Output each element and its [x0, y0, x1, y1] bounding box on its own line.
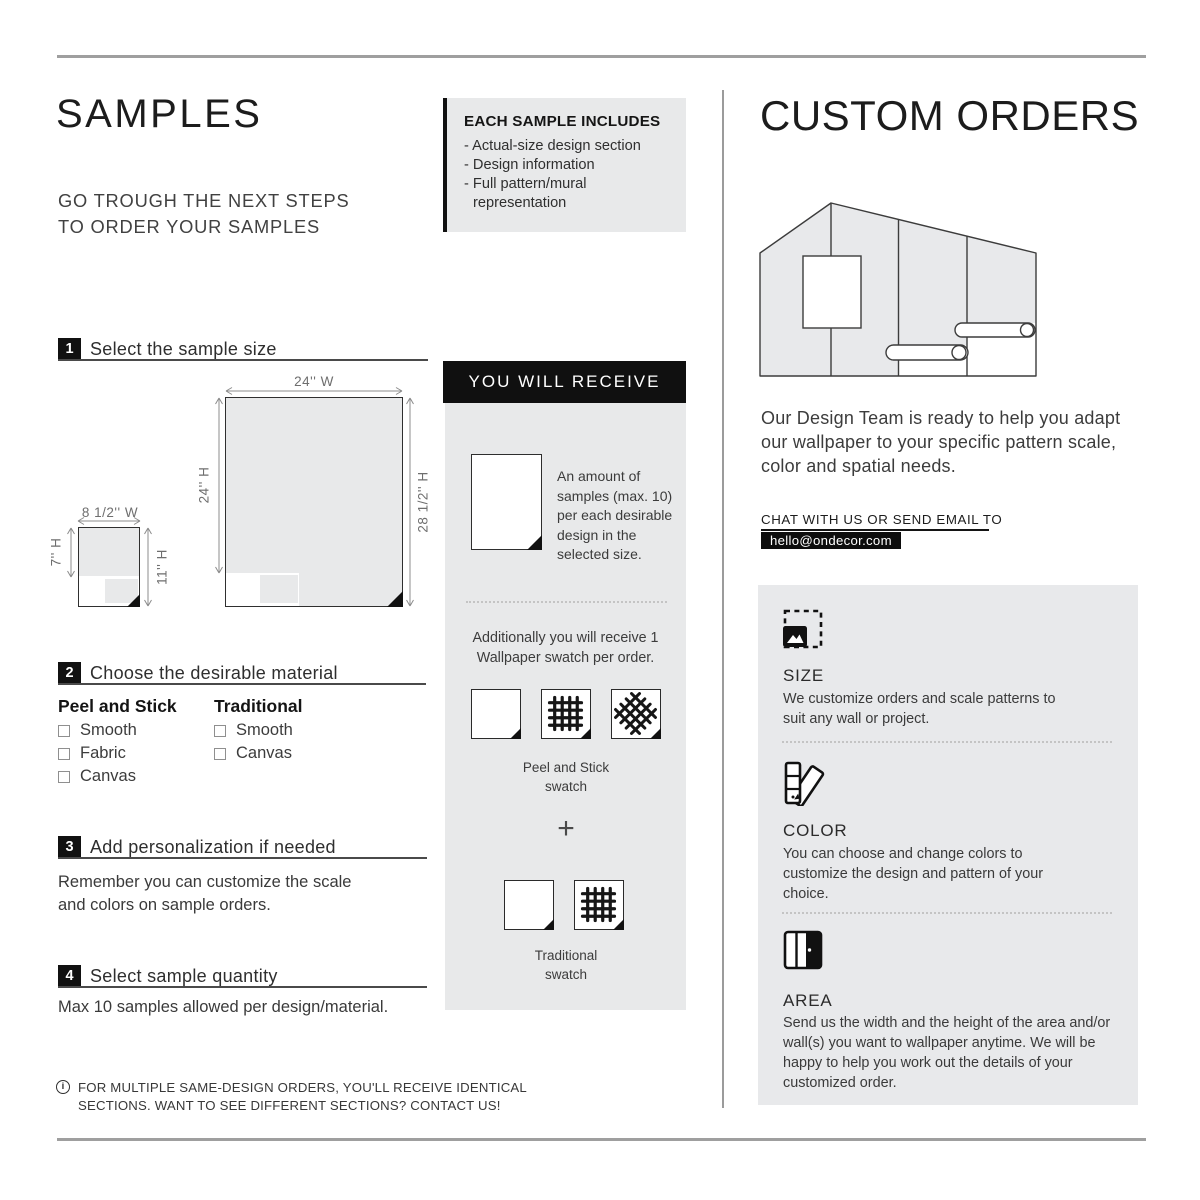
receive-additional-text: Additionally you will receive 1 Wallpaper swatch per order.: [472, 630, 659, 666]
step-2-number: 2: [58, 662, 81, 685]
material-traditional-title: Traditional: [214, 696, 303, 716]
swatch-grid: [574, 880, 624, 930]
swatch-grid: [541, 689, 591, 739]
small-sample-full-height-label: 11'' H: [154, 549, 170, 585]
checkbox-peel-fabric[interactable]: [58, 748, 70, 760]
step-1-number: 1: [58, 338, 81, 361]
step-3-number: 3: [58, 836, 81, 859]
custom-paragraph: Our Design Team is ready to help you adapt our wallpaper to your specific pattern scale, color and spatial needs.: [761, 408, 1121, 476]
dotted-divider: [782, 741, 1112, 743]
chat-label: CHAT WITH US OR SEND EMAIL TO: [761, 512, 1003, 527]
folded-corner-icon: [613, 919, 624, 930]
subtitle-line1: GO TROUGH THE NEXT STEPS: [58, 190, 350, 211]
small-sample-width-label: 8 1/2'' W: [81, 505, 139, 520]
info-icon: i: [56, 1080, 70, 1094]
checkbox-label: Canvas: [236, 744, 292, 762]
folded-corner-icon: [510, 728, 521, 739]
samples-subtitle: [58, 188, 349, 240]
folded-corner-icon: [543, 919, 554, 930]
includes-title: EACH SAMPLE INCLUDES: [464, 113, 661, 130]
traditional-swatch-caption: Traditional swatch: [534, 948, 598, 982]
receive-samples-text: An amount of samples (max. 10) per each desirable design in the selected size.: [557, 468, 673, 563]
step-4-underline: [58, 986, 427, 988]
swatch-crosshatch: [611, 689, 661, 739]
step-3-title: Add personalization if needed: [90, 837, 336, 857]
peel-swatch-caption: Peel and Stick swatch: [522, 760, 610, 794]
step-4-note: Max 10 samples allowed per design/material.: [58, 998, 389, 1016]
material-option-row: [58, 744, 126, 763]
color-section-desc: You can choose and change colors to customize the design and pattern of your choice.: [783, 846, 1043, 902]
small-sample-rect: [78, 527, 140, 607]
samples-title: SAMPLES: [56, 92, 263, 136]
includes-item: - Full pattern/mural representation: [464, 176, 587, 212]
step-3-underline: [58, 857, 427, 859]
includes-box: [443, 98, 686, 232]
checkbox-label: Smooth: [236, 721, 293, 739]
area-section-title: AREA: [783, 991, 833, 1010]
area-section-desc: Send us the width and the height of the area and/or wall(s) you want to wallpaper anytime. We will be happy to help you work out the details of your customized order.: [783, 1015, 1111, 1091]
receive-header: YOU WILL RECEIVE: [443, 361, 686, 403]
footnote-line1: FOR MULTIPLE SAME-DESIGN ORDERS, YOU'LL RECEIVE IDENTICAL: [78, 1080, 527, 1095]
email-badge-wrap: [761, 532, 901, 550]
size-section-desc: We customize orders and scale patterns to suit any wall or project.: [783, 691, 1056, 727]
checkbox-peel-canvas[interactable]: [58, 771, 70, 783]
size-icon: [783, 609, 823, 649]
includes-item: - Design information: [464, 157, 595, 174]
step-4-title: Select sample quantity: [90, 966, 278, 986]
top-rule: [57, 55, 1146, 58]
subtitle-line2: TO ORDER YOUR SAMPLES: [58, 215, 320, 237]
large-sample-design-height-label: 24'' H: [196, 466, 212, 504]
custom-orders-title: CUSTOM ORDERS: [760, 92, 1140, 139]
column-divider: [722, 90, 724, 1108]
checkbox-label: Smooth: [80, 721, 137, 739]
sample-page-icon: [471, 454, 542, 550]
material-option-row: [58, 721, 137, 740]
color-section-title: COLOR: [783, 821, 848, 840]
material-option-row: [58, 767, 136, 786]
step-1-underline: [58, 359, 428, 361]
checkbox-traditional-canvas[interactable]: [214, 748, 226, 760]
chat-underline: [761, 529, 989, 531]
plus-sign: +: [557, 812, 575, 845]
large-sample-pattern-chip: [260, 575, 298, 603]
checkbox-peel-smooth[interactable]: [58, 725, 70, 737]
large-sample-full-height-label: 28 1/2'' H: [415, 471, 431, 533]
color-icon: [783, 760, 827, 806]
footnote: [56, 1079, 536, 1116]
folded-corner-icon: [527, 535, 542, 550]
email-badge[interactable]: hello@ondecor.com: [761, 532, 901, 549]
footnote-line2: SECTIONS. WANT TO SEE DIFFERENT SECTIONS? CONTACT US!: [78, 1098, 501, 1114]
small-sample-design-height-label: 7'' H: [48, 537, 64, 567]
folded-corner-icon: [580, 728, 591, 739]
folded-corner-icon: [127, 594, 140, 607]
checkbox-label: Fabric: [80, 744, 126, 762]
size-section-title: SIZE: [783, 666, 824, 685]
footnote-text: [78, 1079, 527, 1116]
checkbox-traditional-smooth[interactable]: [214, 725, 226, 737]
folded-corner-icon: [387, 591, 403, 607]
area-icon: [783, 930, 823, 970]
material-option-row: [214, 721, 293, 740]
swatch-blank: [504, 880, 554, 930]
material-peel-title: Peel and Stick: [58, 696, 177, 716]
checkbox-label: Canvas: [80, 767, 136, 785]
dotted-divider: [782, 912, 1112, 914]
step-2-underline: [58, 683, 426, 685]
wallpaper-wall-illustration: [753, 193, 1045, 385]
large-sample-rect: [225, 397, 403, 607]
step-1-title: Select the sample size: [90, 339, 277, 359]
step-4-number: 4: [58, 965, 81, 988]
includes-item: - Actual-size design section: [464, 138, 641, 154]
folded-corner-icon: [650, 728, 661, 739]
bottom-rule: [57, 1138, 1146, 1141]
material-option-row: [214, 744, 292, 763]
step-2-title: Choose the desirable material: [90, 663, 338, 683]
dotted-divider: [466, 601, 667, 603]
large-sample-width-label: 24'' W: [294, 374, 334, 389]
swatch-blank: [471, 689, 521, 739]
step-3-note: Remember you can customize the scale and colors on sample orders.: [58, 873, 352, 914]
